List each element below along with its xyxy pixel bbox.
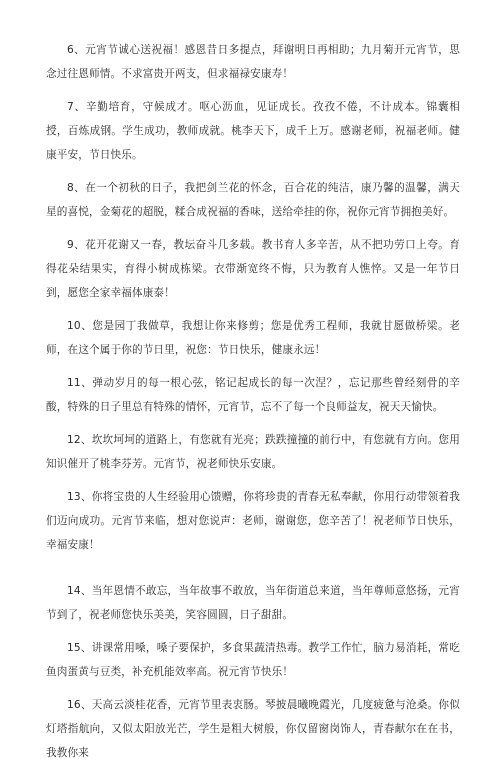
- paragraph-8: 8、在一个初秋的日子，我把剑兰花的怀念，百合花的纯洁，康乃馨的温馨，满天星的喜悦，金菊花的超脱，糅合成祝福的香味，送给牵挂的你，祝你元宵节拥抱美好。: [46, 182, 460, 218]
- paragraph-7: 7、辛勤培育，守候成才。呕心沥血，见证成长。孜孜不倦，不计成本。锦囊相授，百炼成钢。学生成功，教师成就。桃李天下，成千上万。感谢老师，祝福老师。健康平安，节日快乐。: [46, 101, 460, 161]
- paragraph-13: 13、你将宝贵的人生经验用心馈赠，你将珍贵的青春无私奉献，你用行动带领着我们迈向成功。元宵节来临，想对您说声：老师，谢谢您，您辛苦了！祝老师节日快乐，幸福安康！: [46, 491, 460, 551]
- paragraph-6: 6、元宵节诚心送祝福！感恩昔日多提点，拜谢明日再相助；九月菊开元宵节，思念过往恩师情。不求富贵开两支，但求福禄安康寿！: [46, 44, 460, 80]
- paragraph-14: 14、当年恩情不敢忘，当年故事不敢放，当年街道总来道，当年尊师意悠扬，元宵节到了，祝老师您快乐美美，笑容圆圆，日子甜甜。: [46, 585, 460, 621]
- paragraph-12: 12、坎坎坷坷的道路上，有您就有光亮；跌跌撞撞的前行中，有您就有方向。您用知识催开了桃李芬芳。元宵节，祝老师快乐安康。: [46, 434, 460, 470]
- paragraph-9: 9、花开花谢又一春，教坛奋斗几多载。教书育人多辛苦，从不把功劳口上夸。育得花朵结果实，育得小树成栋梁。衣带渐宽终不悔，只为教育人憔悴。又是一年节日到，愿您全家幸福体康泰！: [46, 239, 460, 299]
- paragraph-16: 16、天高云淡桂花香，元宵节里表衷肠。琴披晨曦晚霞光，几度疲惫与沧桑。你似灯塔指航向，又似太阳放光芒，学生是粗大树般，你仅留窗岗饰人，青春献尔在在书，我教你来: [46, 699, 460, 759]
- paragraph-10: 10、您是园丁我做草，我想让你来修剪；您是优秀工程师，我就甘愿做桥梁。老师，在这个属于你的节日里，祝您：节日快乐，健康永远！: [46, 320, 460, 356]
- paragraph-11: 11、弹动岁月的每一根心弦，铭记起成长的每一次涅？，忘记那些曾经刻骨的辛酸，特殊的日子里总有特殊的情怀，元宵节，忘不了每一个良师益友，祝天天愉快。: [46, 377, 460, 413]
- paragraph-15: 15、讲课常用嗓，嗓子要保护，多食果蔬清热毒。教学工作忙，脑力易消耗，常吃鱼肉蛋黄与豆类，补充机能效率高。祝元宵节快乐！: [46, 642, 460, 678]
